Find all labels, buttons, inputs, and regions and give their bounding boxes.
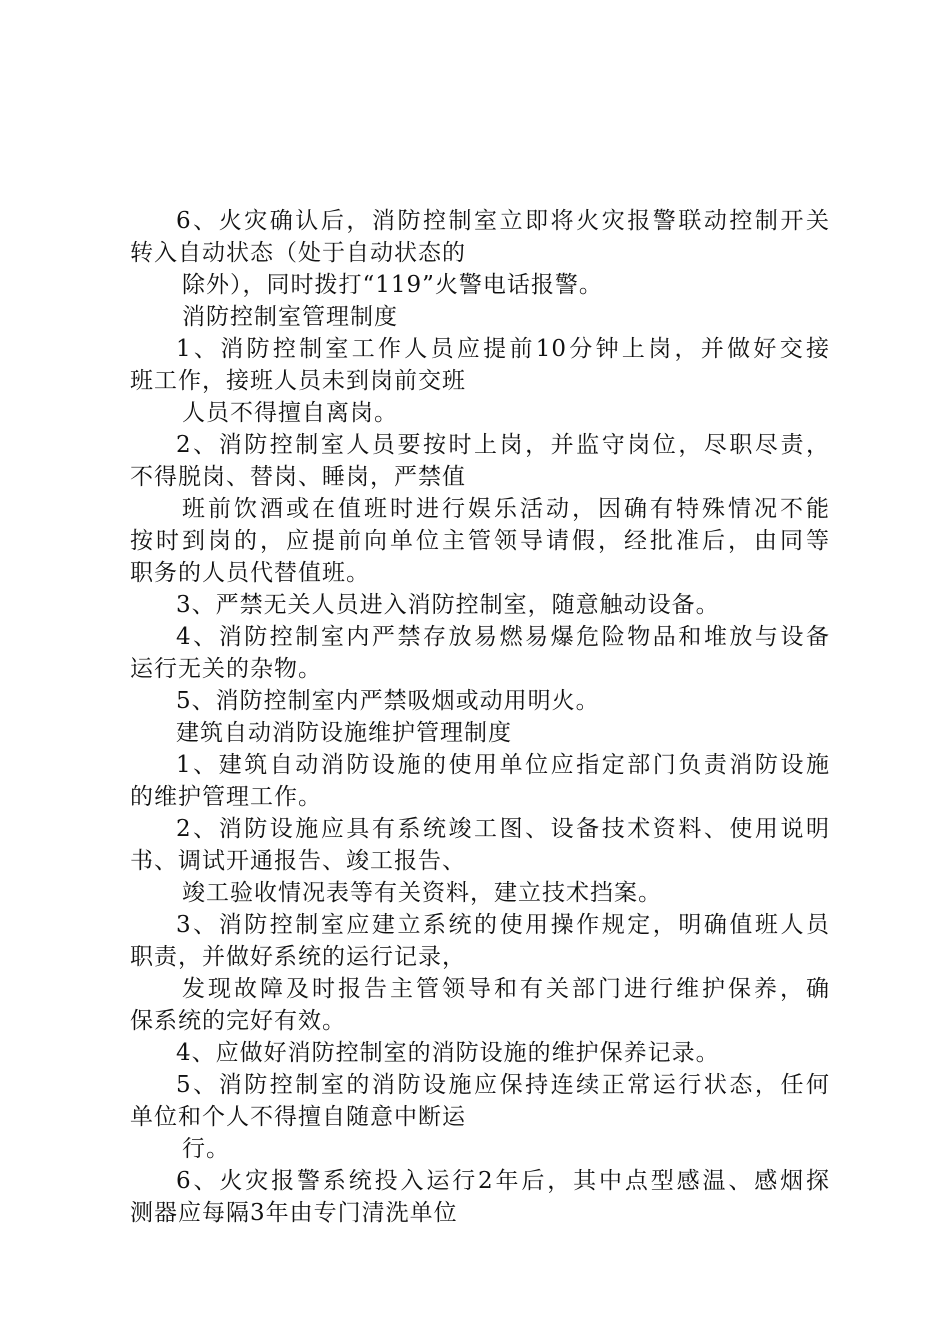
paragraph-line: 运行无关的杂物。 (130, 656, 322, 682)
paragraph-line: 3、消防控制室应建立系统的使用操作规定，明确值班人员 (176, 912, 830, 938)
paragraph-line: 竣工验收情况表等有关资料，建立技术挡案。 (182, 880, 662, 906)
paragraph-line: 保系统的完好有效。 (130, 1008, 346, 1034)
paragraph-line: 2、消防控制室人员要按时上岗，并监守岗位，尽职尽责， (176, 432, 830, 458)
section-heading: 消防控制室管理制度 (182, 304, 398, 330)
paragraph-line: 6、火灾确认后，消防控制室立即将火灾报警联动控制开关 (176, 208, 830, 234)
paragraph-line: 转入自动状态（处于自动状态的 (130, 240, 466, 266)
paragraph-line: 除外），同时拨打“119”火警电话报警。 (182, 272, 603, 298)
paragraph-line: 6、火灾报警系统投入运行2年后，其中点型感温、感烟探 (176, 1168, 830, 1194)
paragraph-line: 1、消防控制室工作人员应提前10分钟上岗，并做好交接 (176, 336, 830, 362)
paragraph-line: 职务的人员代替值班。 (130, 560, 370, 586)
section-heading: 建筑自动消防设施维护管理制度 (176, 720, 512, 746)
paragraph-line: 按时到岗的，应提前向单位主管领导请假，经批准后，由同等 (130, 528, 830, 554)
paragraph-line: 5、消防控制室内严禁吸烟或动用明火。 (176, 688, 600, 714)
paragraph-line: 测器应每隔3年由专门清洗单位 (130, 1200, 458, 1226)
paragraph-line: 发现故障及时报告主管领导和有关部门进行维护保养，确 (182, 976, 830, 1002)
paragraph-line: 单位和个人不得擅自随意中断运 (130, 1104, 466, 1130)
paragraph-line: 人员不得擅自离岗。 (182, 400, 398, 426)
paragraph-line: 不得脱岗、替岗、睡岗，严禁值 (130, 464, 466, 490)
paragraph-line: 2、消防设施应具有系统竣工图、设备技术资料、使用说明 (176, 816, 830, 842)
paragraph-line: 3、严禁无关人员进入消防控制室，随意触动设备。 (176, 592, 720, 618)
paragraph-line: 行。 (182, 1136, 230, 1162)
paragraph-line: 4、应做好消防控制室的消防设施的维护保养记录。 (176, 1040, 720, 1066)
paragraph-line: 5、消防控制室的消防设施应保持连续正常运行状态，任何 (176, 1072, 830, 1098)
paragraph-line: 班工作，接班人员未到岗前交班 (130, 368, 466, 394)
paragraph-line: 书、调试开通报告、竣工报告、 (130, 848, 466, 874)
paragraph-line: 的维护管理工作。 (130, 784, 322, 810)
document-body (130, 205, 830, 1229)
paragraph-line: 4、消防控制室内严禁存放易燃易爆危险物品和堆放与设备 (176, 624, 830, 650)
paragraph-line: 班前饮酒或在值班时进行娱乐活动，因确有特殊情况不能 (182, 496, 830, 522)
paragraph-line: 1、建筑自动消防设施的使用单位应指定部门负责消防设施 (176, 752, 830, 778)
paragraph-line: 职责，并做好系统的运行记录， (130, 944, 466, 970)
